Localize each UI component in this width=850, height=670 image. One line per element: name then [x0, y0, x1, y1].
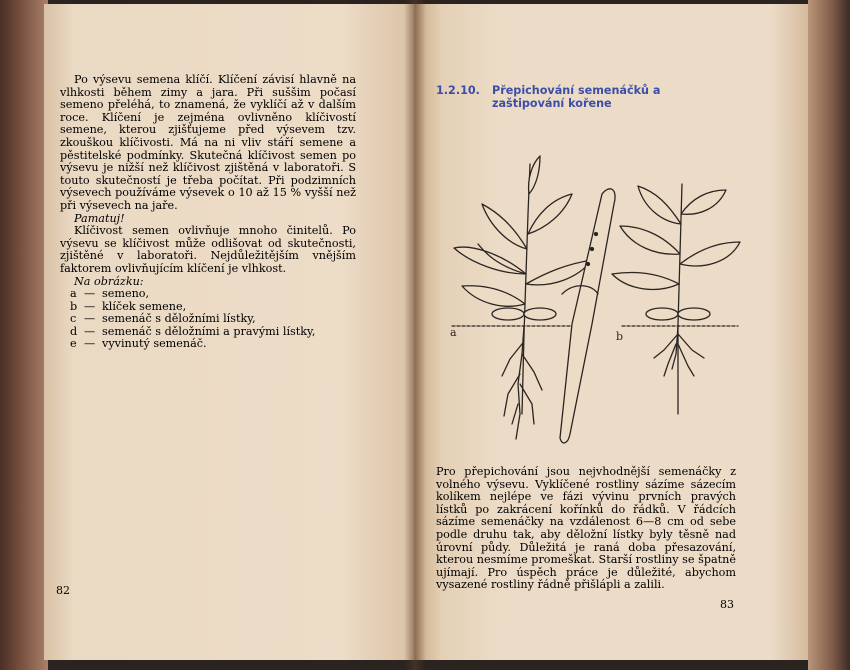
list-item: c — semenáč s děložními lístky,	[70, 312, 256, 326]
book-edge-right	[808, 0, 850, 670]
leaf	[638, 186, 681, 224]
figure-legend-label: Na obrázku:	[74, 274, 144, 288]
plant-a-stem	[522, 164, 530, 414]
list-item: b — klíček semene,	[70, 299, 187, 313]
figure-legend-list	[60, 288, 356, 351]
section-heading	[436, 84, 736, 110]
leaf	[529, 156, 540, 194]
dibber-tool	[560, 189, 615, 443]
leaf	[482, 204, 527, 249]
list-item: d — semenáč s děložními a pravými lístky,	[70, 324, 316, 338]
item-letter: d	[70, 324, 78, 338]
paragraph: Pro přepichování jsou nejvhodnější semenáčky z volného výsevu. Vyklíčené rostliny sázíme sázecím kolíkem nejlépe ve fázi vývinu prvních pravých lístků po zakrácení kořínků do řádků. V řádcích sázíme semenáčky na vzdálenost 6—8 cm od sebe podle druhu tak, aby děložní lístky byly těsně nad úrovní půdy. Důležitá je raná doba přesazování, kterou nesmíme promeškat. Starší rostliny se špatně ujímají. Pro úspěch práce je důležité, abychom vysazené rostliny řádně přišlápli a zalili.	[436, 465, 736, 592]
item-text: vyvinutý semenáč.	[102, 337, 207, 351]
list-item: a — semeno,	[70, 287, 150, 301]
figure-label-a: a	[450, 326, 457, 339]
item-text: semeno,	[102, 287, 150, 301]
book-edge-left	[0, 0, 48, 670]
right-page-text	[436, 466, 736, 592]
figure-label-b: b	[616, 330, 624, 343]
section-number: 1.2.10.	[436, 84, 480, 97]
cotyledon	[524, 308, 556, 320]
cotyledon	[492, 308, 524, 320]
item-letter: c	[70, 312, 77, 326]
paragraph: Po výsevu semena klíčí. Klíčení závisí hlavně na vlhkosti během zimy a jara. Při suššim počasí semeno přeléhá, to znamená, že vyklíčí až v dalším roce. Klíčení je zejména ovlivněno klíčivostí semene, kterou zjišťujeme před výsevem tzv. zkouškou klíčivosti. Má na ni vliv stáří semene a pěstitelské podmínky. Skutečná klíčivost semen po výsevu je nižší než klíčivost zjištěná v laboratoři. S touto skutečností je třeba počítat. Při podzimních výsevech používáme výsevek o 10 až 15 % vyšší než při výsevech na jaře.	[60, 73, 356, 212]
leaf	[528, 194, 572, 234]
item-text: semenáč s děložními a pravými lístky,	[102, 324, 316, 338]
remember-label: Pamatuj!	[74, 211, 125, 225]
left-page-text	[60, 74, 356, 351]
item-text: klíček semene,	[102, 299, 187, 313]
list-item: e — vyvinutý semenáč.	[70, 337, 207, 351]
item-letter: b	[70, 299, 78, 313]
section-title: Přepichování semenáčků a zaštipování kořene	[492, 84, 661, 110]
page-number-left: 82	[56, 584, 70, 597]
item-text: semenáč s děložními lístky,	[102, 312, 256, 326]
cotyledon	[678, 308, 710, 320]
page-number-right: 83	[720, 598, 734, 611]
cotyledon	[646, 308, 678, 320]
item-letter: e	[70, 337, 77, 351]
leaf	[620, 226, 680, 254]
leaf	[462, 286, 525, 307]
plant-b-stem	[678, 184, 682, 414]
leaf	[681, 190, 726, 214]
item-letter: a	[70, 287, 77, 301]
leaf	[680, 242, 740, 266]
remember-text: Klíčivost semen ovlivňuje mnoho činitelů. Po výsevu se klíčivost může odlišovat od skutečnosti, zjištěné v laboratoři. Nejdůležitějším vnějším faktorem ovlivňujícím klíčení je vlhkost.	[60, 224, 356, 275]
transplanting-illustration	[442, 154, 742, 454]
leaf	[612, 272, 679, 289]
